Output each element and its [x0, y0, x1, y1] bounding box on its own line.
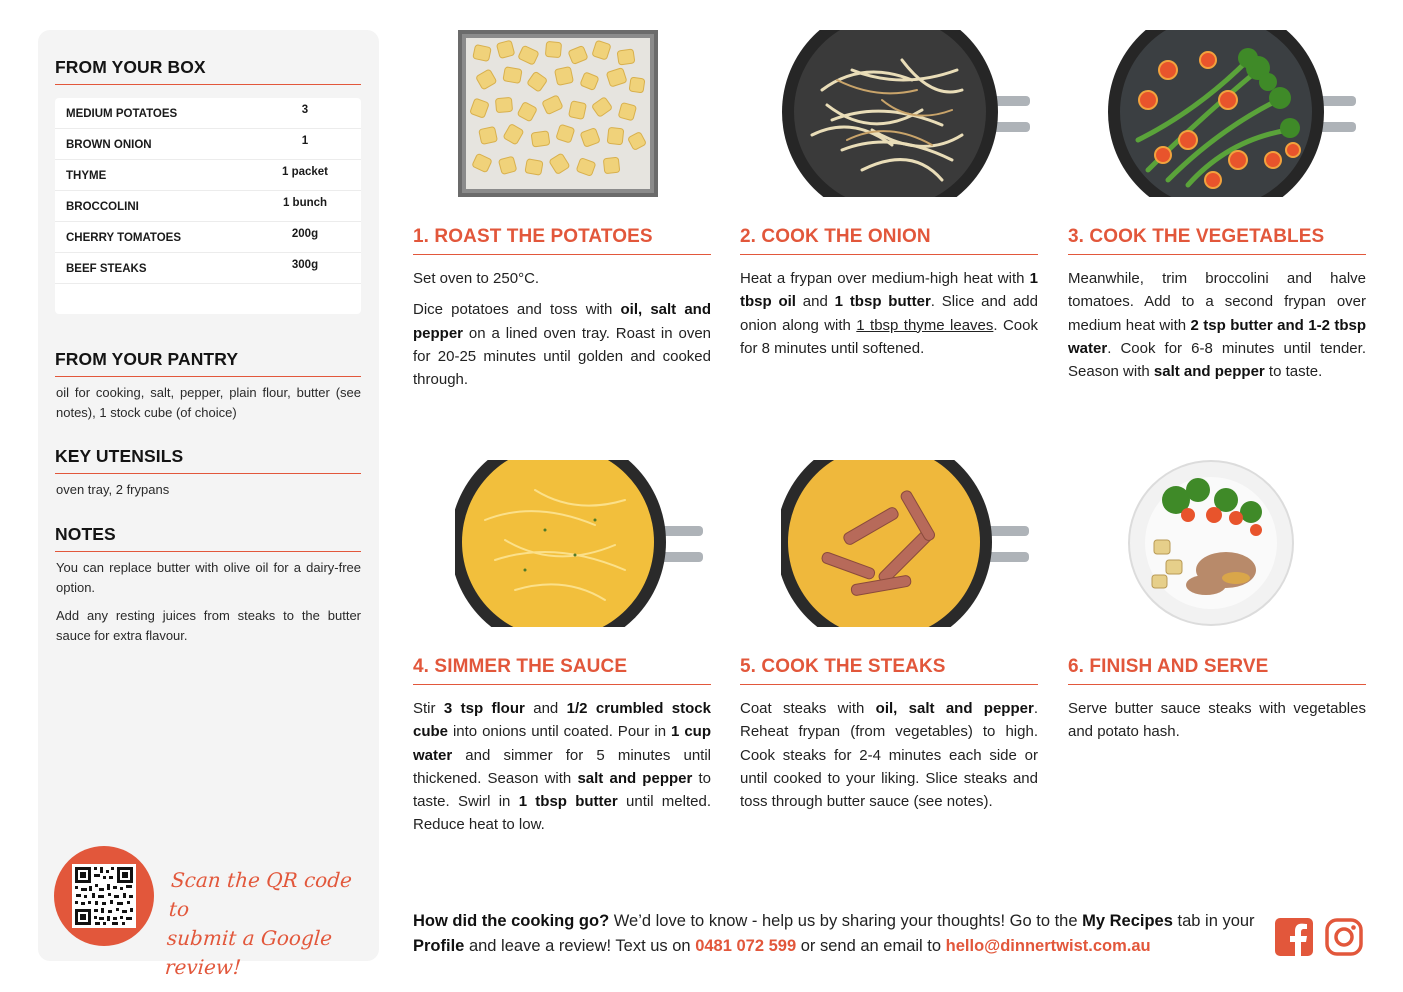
ingredient-quantity: 3: [301, 104, 309, 116]
qr-review-prompt: [164, 866, 372, 982]
step-4-text: [413, 697, 711, 845]
step-4-title: 4. SIMMER THE SAUCE: [413, 656, 711, 685]
qr-prompt-line-1: Scan the QR code to: [168, 868, 353, 921]
instagram-icon[interactable]: [1325, 918, 1363, 956]
text-run: on a lined oven tray. Roast in oven for 20-25 minutes until golden and cooked through.: [413, 324, 711, 389]
bold-ingredient: oil, salt and pepper: [413, 301, 711, 342]
text-run: into onions until coated. Pour in: [448, 723, 672, 741]
from-your-box-heading: FROM YOUR BOX: [55, 57, 361, 85]
ingredient-name: MEDIUM POTATOES: [66, 108, 178, 120]
bold-ingredient: 1 cup water: [413, 723, 711, 764]
bold-ingredient: 3 tsp flour: [443, 700, 525, 717]
step-2-title: 2. COOK THE ONION: [740, 226, 1038, 255]
text-run: . Cook for 6-8 minutes until tender. Season with: [1068, 339, 1366, 381]
bold-ingredient: 1/2 crumbled stock cube: [413, 700, 711, 741]
box-ingredient-row: [55, 129, 361, 160]
notes-heading: NOTES: [55, 524, 361, 552]
step-6-title: 6. FINISH AND SERVE: [1068, 656, 1366, 685]
qr-prompt-line-2: submit a Google review!: [164, 926, 333, 979]
text-run: and: [524, 700, 567, 717]
box-ingredients-table: [55, 98, 361, 314]
step-paragraph: [413, 298, 711, 391]
step-5-title: 5. COOK THE STEAKS: [740, 656, 1038, 685]
text-run: Stir: [413, 700, 444, 717]
utensils-text: oven tray, 2 frypans: [56, 482, 170, 497]
ingredient-quantity: 200g: [291, 228, 319, 240]
step-4-photo: [455, 460, 705, 627]
email-link[interactable]: hello@dinnertwist.com.au: [945, 937, 1151, 955]
bold-ingredient: 2 tsp butter and 1-2 tbsp water: [1068, 316, 1366, 357]
footer-text-run: We’d love to know - help us by sharing your thoughts! Go to the: [609, 912, 1083, 930]
step-paragraph: [413, 697, 711, 837]
text-run: to taste. Swirl in: [413, 769, 712, 811]
ingredient-quantity: 1 bunch: [282, 197, 328, 209]
facebook-icon[interactable]: [1275, 918, 1313, 956]
text-run: Dice potatoes and toss with: [413, 301, 621, 319]
ingredient-name: BROCCOLINI: [66, 201, 139, 213]
ingredient-name: BEEF STEAKS: [66, 263, 147, 275]
qr-code-icon[interactable]: [72, 864, 136, 928]
step-6-text: [1068, 697, 1366, 752]
pantry-text: oil for cooking, salt, pepper, plain flour, butter (see notes), 1 stock cube (of choice): [56, 385, 361, 420]
step-6-photo: [1126, 460, 1296, 627]
step-5-photo: [781, 460, 1031, 627]
ingredient-quantity: 300g: [291, 259, 319, 271]
key-utensils-heading: KEY UTENSILS: [55, 446, 361, 474]
step-2-text: [740, 267, 1038, 368]
note-2: Add any resting juices from steaks to the butter sauce for extra flavour.: [56, 608, 361, 643]
text-run: . Cook for 8 minutes until softened.: [740, 316, 1038, 357]
step-3-text: [1068, 267, 1366, 391]
step-paragraph: [1068, 267, 1366, 383]
box-ingredient-row: [55, 191, 361, 222]
qr-code-badge[interactable]: [54, 846, 154, 946]
step-1-text: [413, 267, 711, 399]
step-3-photo: [1108, 30, 1358, 197]
footer-text-run: and leave a review! Text us on: [464, 937, 696, 955]
step-paragraph: [413, 267, 711, 290]
box-ingredient-row: [55, 253, 361, 284]
footer-text-run: or send an email to: [796, 937, 946, 955]
text-run: and: [795, 293, 835, 311]
bold-ingredient: 1 tbsp butter: [834, 293, 931, 311]
bold-ingredient: 1 tbsp butter: [518, 793, 618, 811]
ingredients-sidebar: [38, 30, 379, 979]
bold-ingredient: salt and pepper: [577, 769, 693, 787]
text-run: Heat a frypan over medium-high heat with: [740, 270, 1030, 287]
ingredient-quantity: 1: [301, 135, 309, 147]
box-ingredient-row: [55, 222, 361, 253]
ingredient-name: BROWN ONION: [66, 139, 152, 151]
step-1-photo: [458, 30, 658, 197]
ingredient-name: CHERRY TOMATOES: [66, 232, 182, 244]
text-run: until melted. Reduce heat to low.: [413, 793, 711, 834]
bold-ingredient: salt and pepper: [1153, 363, 1265, 381]
phone-number-link[interactable]: 0481 072 599: [695, 937, 797, 955]
ingredient-name: THYME: [66, 170, 107, 182]
text-run: Meanwhile, trim broccolini and halve tomatoes. Add to a second frypan over medium heat with: [1068, 270, 1366, 334]
text-run: Serve butter sauce steaks with vegetables and potato hash.: [1068, 700, 1366, 741]
from-your-pantry-heading: FROM YOUR PANTRY: [55, 349, 361, 377]
text-run: Set oven to 250°C.: [413, 270, 540, 287]
step-paragraph: [1068, 697, 1366, 744]
step-5-text: [740, 697, 1038, 821]
step-paragraph: [740, 697, 1038, 813]
text-run: and simmer for 5 minutes until thickened. Season with: [413, 746, 711, 787]
footer-text-run: tab in your: [1172, 912, 1255, 930]
note-1: You can replace butter with olive oil for a dairy-free option.: [56, 560, 361, 595]
bold-ingredient: oil, salt and pepper: [875, 700, 1034, 717]
box-ingredient-row: [55, 160, 361, 191]
text-run: Coat steaks with: [740, 700, 876, 717]
footer-bold-text: My Recipes: [1082, 912, 1173, 930]
underlined-ingredient: 1 tbsp thyme leaves: [856, 316, 994, 334]
bold-ingredient: 1 tbsp oil: [740, 270, 1038, 311]
text-run: . Slice and add onion along with: [740, 293, 1038, 334]
step-3-title: 3. COOK THE VEGETABLES: [1068, 226, 1366, 255]
feedback-footer: [413, 909, 1263, 959]
step-paragraph: [740, 267, 1038, 360]
footer-bold-text: Profile: [413, 937, 465, 955]
text-run: . Reheat frypan (from vegetables) to high. Cook steaks for 2-4 minutes each side or until cooked to your liking. Slice steaks and toss through butter sauce (see notes).: [740, 700, 1038, 811]
step-2-photo: [782, 30, 1032, 197]
footer-bold-text: How did the cooking go?: [413, 912, 610, 930]
text-run: to taste.: [1264, 363, 1323, 381]
step-1-title: 1. ROAST THE POTATOES: [413, 226, 711, 255]
ingredient-quantity: 1 packet: [281, 166, 329, 178]
box-ingredient-row: [55, 98, 361, 129]
